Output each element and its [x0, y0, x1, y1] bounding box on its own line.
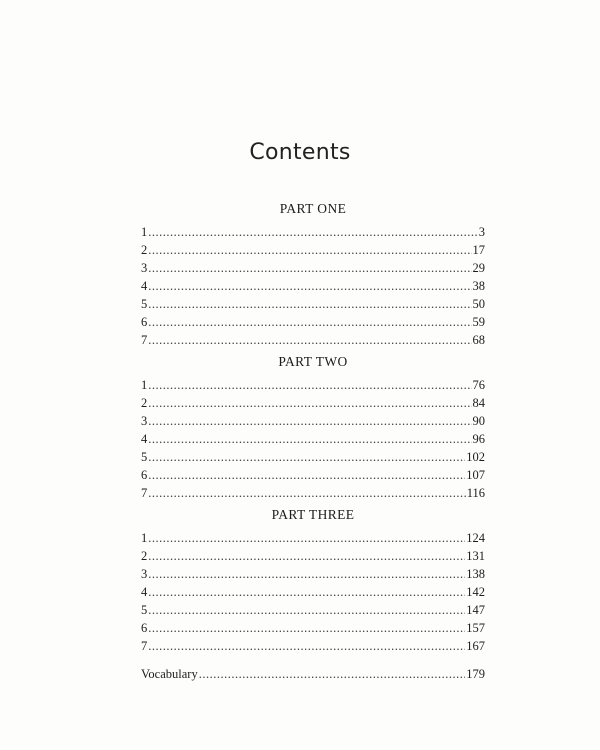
chapter-number: 3: [141, 261, 148, 275]
page-number: 131: [466, 549, 485, 563]
page-number: 107: [466, 468, 485, 482]
chapter-number: 7: [141, 333, 148, 347]
chapter-number: 5: [141, 297, 148, 311]
page-number: 68: [472, 333, 485, 347]
chapter-number: 6: [141, 468, 148, 482]
toc-entry: [141, 601, 485, 619]
part-one-heading: PART ONE: [279, 201, 347, 216]
dot-leader: [148, 241, 471, 259]
chapter-number: 3: [141, 414, 148, 428]
chapter-number: 3: [141, 567, 148, 581]
chapter-number: 4: [141, 432, 148, 446]
page-number: 17: [472, 243, 485, 257]
page-number: 179: [466, 667, 485, 681]
vocabulary-label: Vocabulary: [141, 667, 198, 681]
dot-leader: [148, 331, 471, 349]
dot-leader: [148, 376, 471, 394]
dot-leader: [148, 484, 465, 502]
page-number: 3: [478, 225, 485, 239]
toc-entry: [141, 412, 485, 430]
chapter-number: 5: [141, 450, 148, 464]
dot-leader: [148, 565, 465, 583]
dot-leader: [148, 601, 465, 619]
toc-entry: [141, 430, 485, 448]
toc-entry: [141, 583, 485, 601]
page-number: 116: [466, 486, 485, 500]
toc-entry: [141, 277, 485, 295]
dot-leader: [148, 466, 465, 484]
page-number: 142: [466, 585, 485, 599]
dot-leader: [148, 277, 471, 295]
page-number: 147: [466, 603, 485, 617]
toc-entry: [141, 241, 485, 259]
toc-entry-vocabulary: [141, 665, 485, 683]
page-number: 138: [466, 567, 485, 581]
dot-leader: [148, 394, 471, 412]
chapter-number: 1: [141, 378, 148, 392]
page-title: Contents: [249, 140, 351, 165]
toc-entry: [141, 259, 485, 277]
toc-entry: [141, 331, 485, 349]
toc-entry: [141, 466, 485, 484]
chapter-number: 4: [141, 279, 148, 293]
part-two-heading: PART TWO: [278, 354, 348, 369]
chapter-number: 2: [141, 549, 148, 563]
toc-entry: [141, 313, 485, 331]
toc-entry: [141, 448, 485, 466]
chapter-number: 4: [141, 585, 148, 599]
part-three-heading: PART THREE: [271, 507, 355, 522]
chapter-number: 1: [141, 225, 148, 239]
dot-leader: [148, 547, 465, 565]
chapter-number: 5: [141, 603, 148, 617]
chapter-number: 2: [141, 243, 148, 257]
page-number: 76: [472, 378, 485, 392]
page-number: 50: [472, 297, 485, 311]
page-number: 90: [472, 414, 485, 428]
toc-entry: [141, 547, 485, 565]
dot-leader: [148, 313, 471, 331]
chapter-number: 7: [141, 639, 148, 653]
dot-leader: [148, 448, 465, 466]
toc-entry: [141, 376, 485, 394]
toc-entry: [141, 619, 485, 637]
toc-entry: [141, 529, 485, 547]
chapter-number: 2: [141, 396, 148, 410]
page-number: 96: [472, 432, 485, 446]
chapter-number: 1: [141, 531, 148, 545]
toc-entry: [141, 394, 485, 412]
chapter-number: 6: [141, 621, 148, 635]
dot-leader: [148, 259, 471, 277]
chapter-number: 7: [141, 486, 148, 500]
page-number: 59: [472, 315, 485, 329]
dot-leader: [148, 430, 471, 448]
dot-leader: [199, 665, 466, 683]
page-number: 102: [466, 450, 485, 464]
page-number: 167: [466, 639, 485, 653]
dot-leader: [148, 619, 465, 637]
toc-entry: [141, 565, 485, 583]
chapter-number: 6: [141, 315, 148, 329]
dot-leader: [148, 529, 465, 547]
dot-leader: [148, 583, 465, 601]
toc-entry: [141, 295, 485, 313]
toc-entry: [141, 637, 485, 655]
dot-leader: [148, 295, 471, 313]
dot-leader: [148, 412, 471, 430]
page-number: 29: [472, 261, 485, 275]
dot-leader: [148, 637, 465, 655]
toc-entry: [141, 223, 485, 241]
table-of-contents: [141, 199, 485, 683]
page-number: 38: [472, 279, 485, 293]
page-number: 157: [466, 621, 485, 635]
page-number: 84: [472, 396, 485, 410]
dot-leader: [148, 223, 478, 241]
page-number: 124: [466, 531, 485, 545]
toc-entry: [141, 484, 485, 502]
